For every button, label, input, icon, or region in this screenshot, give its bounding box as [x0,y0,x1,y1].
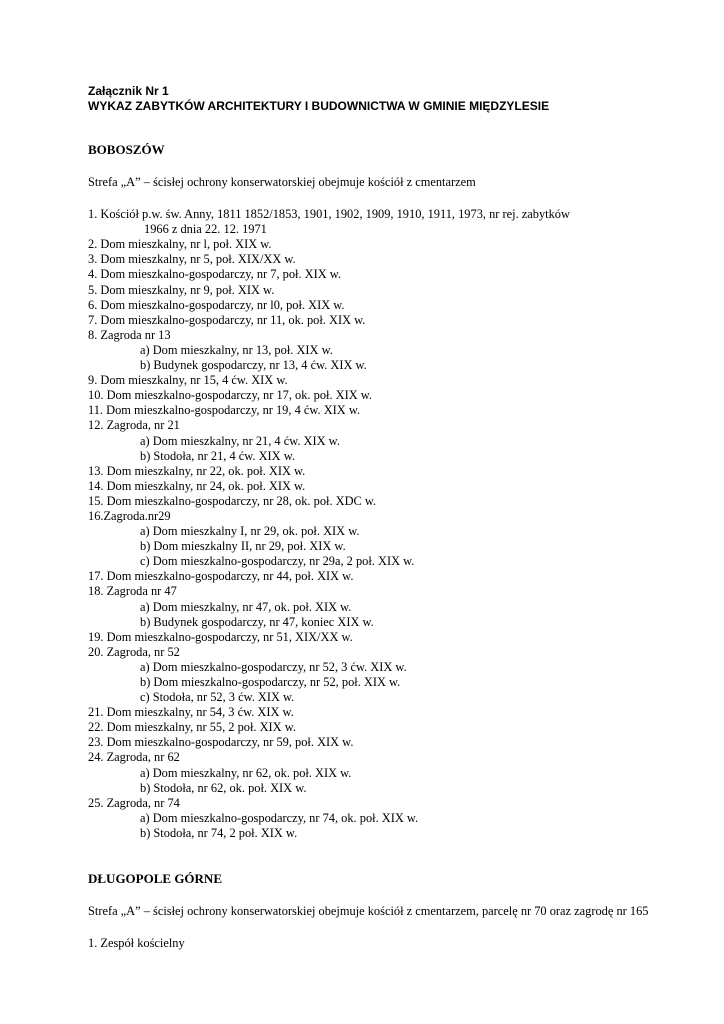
list-item: 16.Zagroda.nr29 [88,508,171,523]
list-item: 17. Dom mieszkalno-gospodarczy, nr 44, poł. XIX w. [88,569,354,584]
monument-list [88,237,688,841]
list-subitem: a) Dom mieszkalny I, nr 29, ok. poł. XIX w. [140,524,360,539]
list-item: 1. Zespół kościelny [88,936,185,951]
document-title: WYKAZ ZABYTKÓW ARCHITEKTURY I BUDOWNICTWA W GMINIE MIĘDZYLESIE [88,99,550,113]
list-item: 25. Zagroda, nr 74 [88,795,180,810]
list-subitem: b) Dom mieszkalny II, nr 29, poł. XIX w. [140,539,346,554]
list-item: 23. Dom mieszkalno-gospodarczy, nr 59, poł. XIX w. [88,735,354,750]
annex-label: Załącznik Nr 1 [88,84,169,98]
list-subitem: b) Dom mieszkalno-gospodarczy, nr 52, poł. XIX w. [140,675,401,689]
list-item: 22. Dom mieszkalny, nr 55, 2 poł. XIX w. [88,720,296,735]
list-subitem: c) Dom mieszkalno-gospodarczy, nr 29a, 2 poł. XIX w. [140,554,415,569]
list-subitem: b) Budynek gospodarczy, nr 13, 4 ćw. XIX w. [140,358,367,373]
list-item: 3. Dom mieszkalny, nr 5, poł. XIX/XX w. [88,252,296,267]
list-subitem: a) Dom mieszkalny, nr 21, 4 ćw. XIX w. [140,433,340,448]
list-item-continuation: 1966 z dnia 22. 12. 1971 [144,222,267,237]
list-item: 15. Dom mieszkalno-gospodarczy, nr 28, ok. poł. XDC w. [88,493,377,508]
list-item: 11. Dom mieszkalno-gospodarczy, nr 19, 4 ćw. XIX w. [88,403,361,418]
list-item: 4. Dom mieszkalno-gospodarczy, nr 7, poł. XIX w. [88,267,342,282]
zone-description: Strefa „A” – ścisłej ochrony konserwatorskiej obejmuje kościół z cmentarzem [88,175,476,189]
list-item: 6. Dom mieszkalno-gospodarczy, nr l0, poł. XIX w. [88,297,345,312]
list-subitem: a) Dom mieszkalny, nr 13, poł. XIX w. [140,342,333,357]
list-item: 8. Zagroda nr 13 [88,327,171,342]
list-item: 19. Dom mieszkalno-gospodarczy, nr 51, XIX/XX w. [88,629,353,644]
list-subitem: a) Dom mieszkalno-gospodarczy, nr 52, 3 ćw. XIX w. [140,659,407,674]
list-item: 13. Dom mieszkalny, nr 22, ok. poł. XIX w. [88,463,306,478]
list-item: 14. Dom mieszkalny, nr 24, ok. poł. XIX w. [88,478,306,493]
list-item: 12. Zagroda, nr 21 [88,418,180,433]
list-item: 20. Zagroda, nr 52 [88,644,180,659]
list-item: 9. Dom mieszkalny, nr 15, 4 ćw. XIX w. [88,373,288,388]
section-heading-dlugopole-gorne: DŁUGOPOLE GÓRNE [88,871,222,887]
list-item: 1. Kościół p.w. św. Anny, 1811 1852/1853, 1901, 1902, 1909, 1910, 1911, 1973, nr rej. zabytków [88,207,570,222]
list-subitem: b) Stodoła, nr 21, 4 ćw. XIX w. [140,448,295,463]
list-item: 2. Dom mieszkalny, nr l, poł. XIX w. [88,237,272,252]
list-subitem: b) Budynek gospodarczy, nr 47, koniec XIX w. [140,614,374,629]
section-heading-boboszow: BOBOSZÓW [88,142,165,157]
list-item: 18. Zagroda nr 47 [88,584,177,599]
list-subitem: a) Dom mieszkalny, nr 62, ok. poł. XIX w. [140,765,352,780]
list-item: 7. Dom mieszkalno-gospodarczy, nr 11, ok. poł. XIX w. [88,312,366,327]
list-subitem: b) Stodoła, nr 74, 2 poł. XIX w. [140,825,298,840]
list-subitem: b) Stodoła, nr 62, ok. poł. XIX w. [140,780,307,795]
list-item: 24. Zagroda, nr 62 [88,750,180,765]
list-subitem: c) Stodoła, nr 52, 3 ćw. XIX w. [140,690,295,705]
zone-description: Strefa „A” – ścisłej ochrony konserwatorskiej obejmuje kościół z cmentarzem, parcelę nr 70 oraz zagrodę nr 165 [88,904,649,919]
list-subitem: a) Dom mieszkalny, nr 47, ok. poł. XIX w. [140,599,352,614]
list-item: 5. Dom mieszkalny, nr 9, poł. XIX w. [88,282,275,297]
list-subitem: a) Dom mieszkalno-gospodarczy, nr 74, ok. poł. XIX w. [140,810,419,825]
list-item: 10. Dom mieszkalno-gospodarczy, nr 17, ok. poł. XIX w. [88,388,373,403]
document-page [88,84,688,951]
list-item: 21. Dom mieszkalny, nr 54, 3 ćw. XIX w. [88,705,294,720]
